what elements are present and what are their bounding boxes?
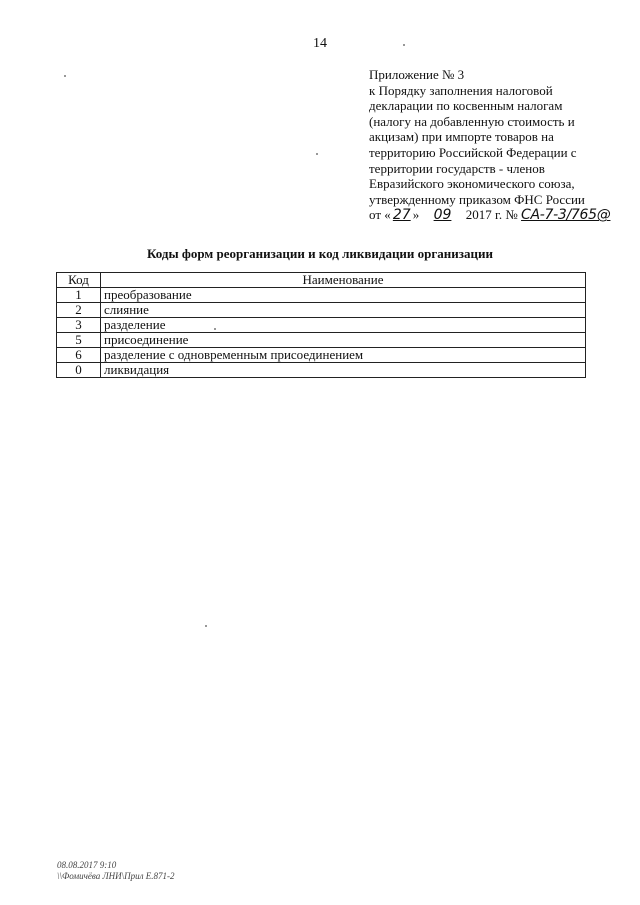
cell-code: 2 [57, 303, 101, 318]
cell-name: разделение [101, 318, 586, 333]
table-row [57, 288, 586, 303]
cell-code: 0 [57, 363, 101, 378]
codes-table [56, 272, 586, 378]
document-footer [57, 860, 175, 882]
cell-code: 1 [57, 288, 101, 303]
order-prefix: от « [369, 207, 391, 223]
cell-name: разделение с одновременным присоединением [101, 348, 586, 363]
appendix-line: территории государств - членов [369, 160, 545, 176]
table-row [57, 348, 586, 363]
scan-speck [64, 75, 66, 77]
footer-timestamp: 08.08.2017 9:10 [57, 860, 117, 870]
appendix-line: территорию Российской Федерации с [369, 144, 577, 160]
appendix-line: декларации по косвенным налогам [369, 98, 563, 114]
order-mid: » [412, 207, 420, 223]
appendix-line: (налогу на добавленную стоимость и [369, 113, 575, 129]
order-day-handwritten: 27 [392, 207, 411, 224]
cell-name: присоединение [101, 333, 586, 348]
cell-name: ликвидация [101, 363, 586, 378]
cell-code: 3 [57, 318, 101, 333]
scan-speck [316, 153, 318, 155]
order-year: 2017 г. № [465, 207, 518, 223]
table-header-row [57, 273, 586, 288]
appendix-line: к Порядку заполнения налоговой [369, 82, 553, 98]
appendix-line: акцизам) при импорте товаров на [369, 129, 554, 145]
footer-file-path: \\Фомичёва ЛНИ\Прил Е.871-2 [57, 871, 175, 881]
table-row [57, 303, 586, 318]
scan-speck [205, 625, 207, 627]
order-number-handwritten: СА-7-3/765@ [521, 207, 611, 224]
header-name: Наименование [101, 273, 586, 288]
table-row [57, 318, 586, 333]
appendix-line: Евразийского экономического союза, [369, 176, 575, 192]
table-row [57, 363, 586, 378]
table-row [57, 333, 586, 348]
order-month-handwritten: 09 [433, 207, 452, 224]
appendix-line: Приложение № 3 [369, 67, 465, 82]
header-code: Код [57, 273, 101, 288]
scan-speck [214, 328, 216, 330]
appendix-header [369, 67, 609, 224]
page-number: 14 [313, 36, 327, 51]
cell-name: преобразование [101, 288, 586, 303]
appendix-line: утвержденному приказом ФНС России [369, 191, 585, 207]
cell-code: 6 [57, 348, 101, 363]
cell-code: 5 [57, 333, 101, 348]
order-date-number-line [369, 207, 609, 224]
scan-speck [403, 44, 405, 46]
table-title: Коды форм реорганизации и код ликвидации организации [147, 246, 493, 261]
cell-name: слияние [101, 303, 586, 318]
